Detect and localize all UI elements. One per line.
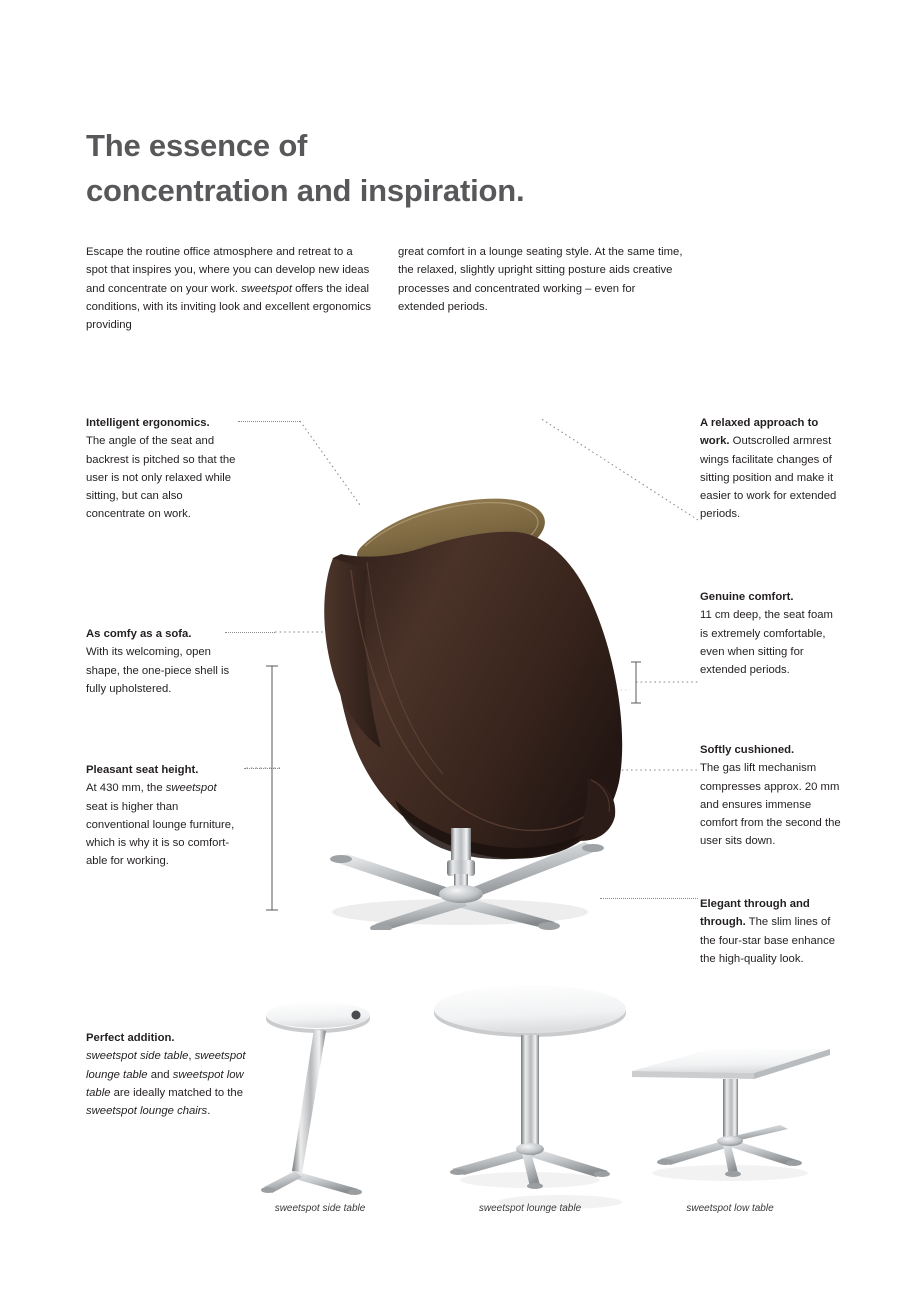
callout-pleasant-seat-height: [86, 761, 238, 871]
callout-body-brand: sweetspot: [165, 782, 217, 795]
chair-svg: [255, 430, 655, 930]
leader-line-ergonomics: [238, 421, 300, 422]
side-table-column: [292, 1029, 326, 1173]
side-table-foot-right: [348, 1189, 362, 1195]
callout-relaxed-approach-to-work: [700, 414, 842, 524]
callout-elegant-through-and-through: [700, 895, 840, 968]
product-name-low-table: sweetspot low table: [86, 1068, 244, 1099]
base-hub: [439, 885, 483, 903]
callout-title: A relaxed approach to work.: [700, 417, 819, 448]
product-name-side-table: sweetspot side table: [86, 1050, 189, 1063]
low-table-column: [723, 1079, 738, 1139]
page-title-line-1: The essence of: [86, 128, 308, 163]
callout-body: The gas lift mechanism compresses approx. 20 mm and ensures immense comfort from the second the user sits down.: [700, 762, 841, 848]
base-foot-1: [582, 844, 604, 852]
tables-illustrations: [240, 975, 860, 1225]
intro-column-1-post: offers the ideal conditions, with its inviting look and excellent ergonomics providing: [86, 282, 372, 332]
low-table-foot-1: [786, 1160, 802, 1166]
callout-genuine-comfort: [700, 588, 842, 679]
intro-column-1: [86, 243, 372, 334]
callout-body-post: seat is higher than conventional lounge furniture, which is why it is so comfort-able for working.: [86, 800, 235, 868]
base-foot-2: [330, 855, 352, 863]
product-name-lounge-chairs: sweetspot lounge chairs: [86, 1105, 208, 1118]
callout-title: Softly cushioned.: [700, 744, 795, 756]
callout-title: Intelligent ergonomics.: [86, 417, 210, 429]
callout-end: .: [207, 1105, 211, 1118]
callout-body: The slim lines of the four-star base enhance the high-quality look.: [700, 916, 836, 965]
lounge-table-foot-3: [527, 1183, 543, 1189]
page-title-line-2: concentration and inspiration.: [86, 172, 525, 208]
callout-title: Elegant through and through.: [700, 898, 810, 929]
caption-side-table: sweetspot side table: [274, 1203, 366, 1214]
lounge-table-illustration: [434, 985, 626, 1189]
callout-intelligent-ergonomics: [86, 414, 236, 524]
callout-sep-2: and: [147, 1068, 173, 1081]
callout-mid: are ideally matched to the: [110, 1086, 244, 1099]
intro-text: [86, 243, 686, 334]
intro-column-2: great comfort in a lounge seating style. At the same time, the relaxed, slightly upright sitting posture aids creative processes and concentrated working – even for extended periods.: [398, 246, 683, 313]
callout-body-pre: At 430 mm, the: [86, 782, 166, 795]
callout-body: Outscrolled armrest wings facilitate changes of sitting position and make it easier to work for extended periods.: [700, 435, 837, 521]
low-table-illustration: [632, 1049, 830, 1181]
page-title: [86, 124, 786, 214]
lounge-table-top: [434, 985, 626, 1033]
callout-title: Genuine comfort.: [700, 591, 794, 603]
lounge-table-foot-2: [450, 1169, 466, 1175]
base-foot-3: [538, 922, 560, 930]
low-table-hub: [717, 1136, 743, 1146]
gas-lift-collar: [447, 860, 475, 876]
callout-perfect-addition: [86, 1029, 256, 1120]
lounge-table-hub: [516, 1143, 544, 1155]
caption-lounge-table: sweetspot lounge table: [478, 1203, 582, 1214]
lounge-table-foot-1: [594, 1171, 610, 1177]
callout-title: Pleasant seat height.: [86, 764, 199, 776]
intro-column-1-brand: sweetspot: [241, 282, 292, 295]
low-table-foot-2: [657, 1159, 673, 1165]
callout-title: As comfy as a sofa.: [86, 628, 192, 640]
low-table-foot-3: [725, 1171, 741, 1177]
callout-body: With its welcoming, open shape, the one-piece shell is fully upholstered.: [86, 646, 230, 695]
tables-svg: [240, 975, 860, 1225]
lounge-table-column: [521, 1035, 539, 1147]
callout-body: 11 cm deep, the seat foam is extremely comfortable, even when sitting for extended periods.: [700, 609, 833, 677]
chair-illustration: [255, 430, 655, 930]
callout-sep-1: ,: [188, 1050, 192, 1063]
callout-body: The angle of the seat and backrest is pitched so that the user is not only relaxed while sitting, but can also concentrate on work.: [86, 435, 236, 521]
callout-as-comfy-as-a-sofa: [86, 625, 236, 698]
callout-title: Perfect addition.: [86, 1032, 175, 1044]
chair-shell: [331, 532, 622, 859]
product-name-lounge-table: sweetspot lounge table: [86, 1050, 246, 1081]
side-table-foot-left: [261, 1187, 275, 1193]
callout-softly-cushioned: [700, 741, 846, 851]
intro-column-1-pre: Escape the routine office atmosphere and retreat to a spot that inspires you, where you can develop new ideas and concentrate on your work.: [86, 246, 370, 295]
side-table-cable-grommet: [352, 1011, 361, 1020]
caption-low-table: sweetspot low table: [686, 1203, 774, 1214]
